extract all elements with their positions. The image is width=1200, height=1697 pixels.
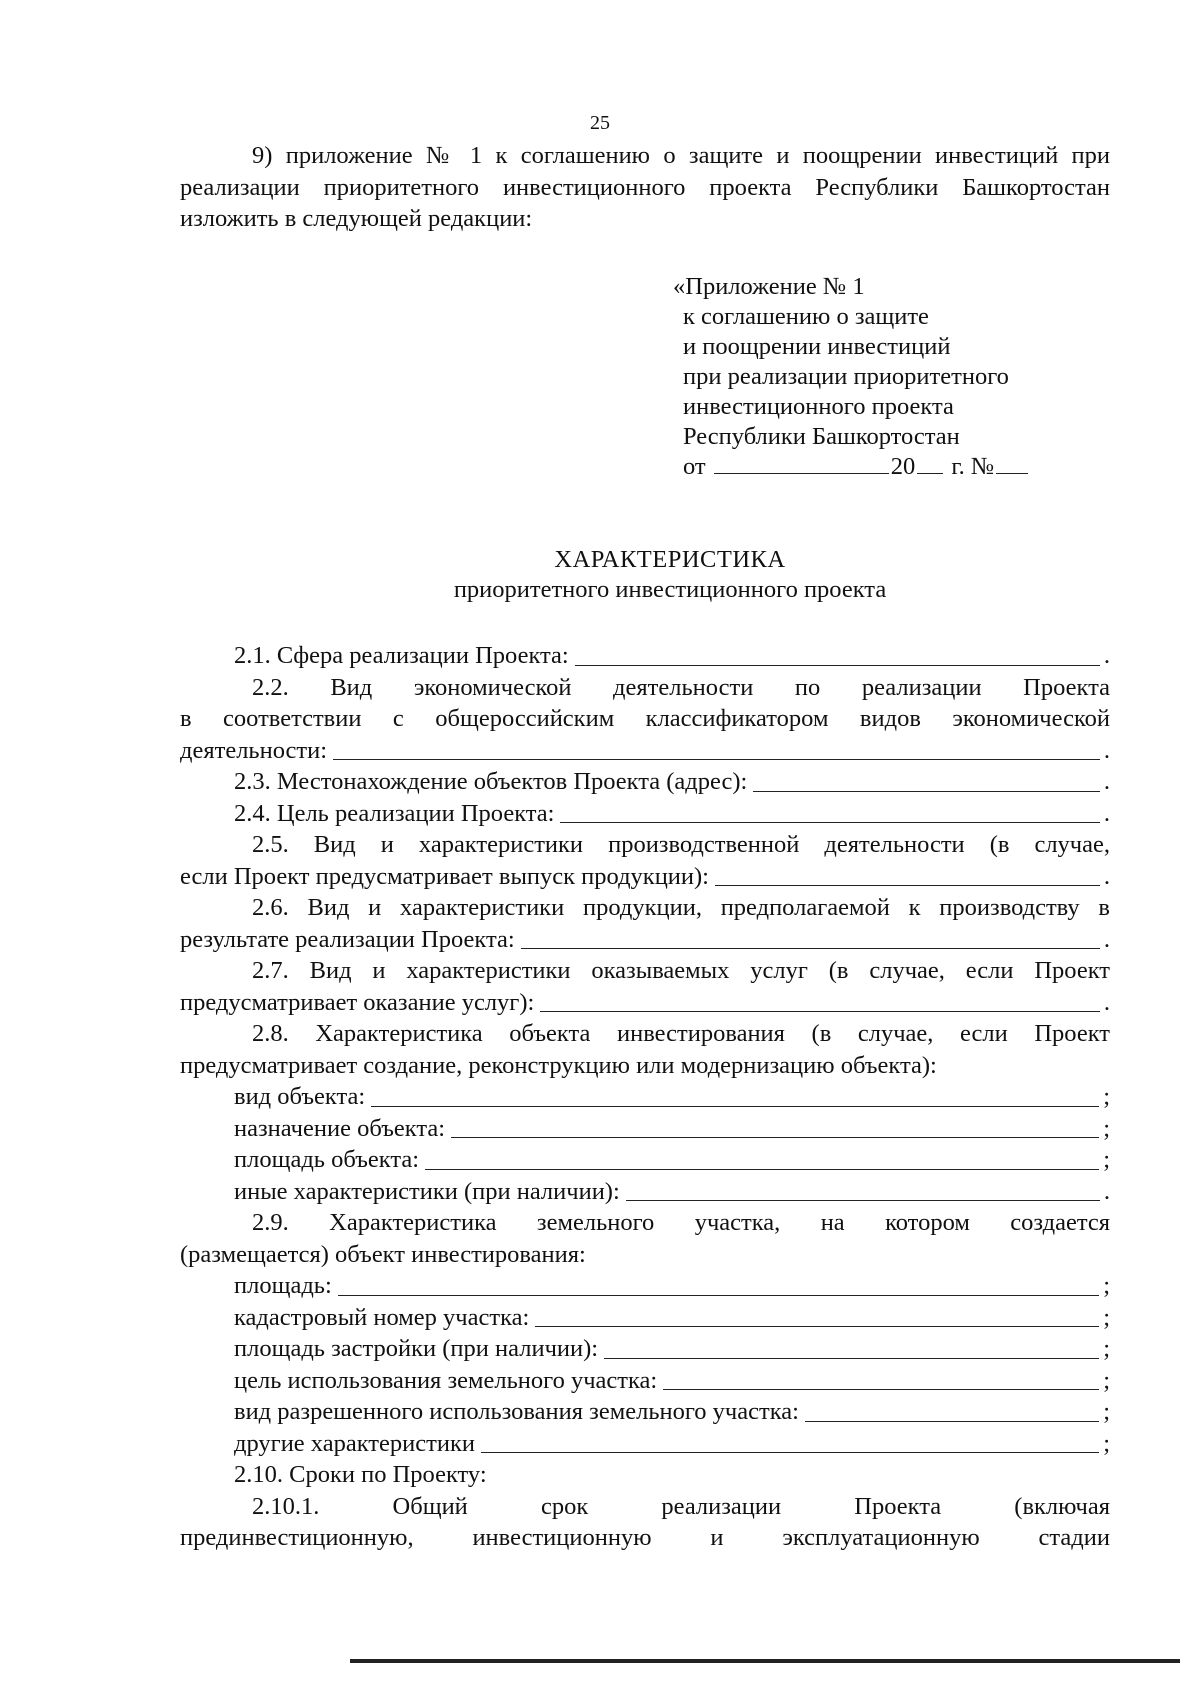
blank-line[interactable] — [535, 1326, 1099, 1327]
heading-subtitle: приоритетного инвестиционного проекта — [453, 576, 887, 603]
heading-title: ХАРАКТЕРИСТИКА — [554, 546, 786, 573]
field-2-9-line: 2.9. Характеристика земельного участка, на котором создается — [252, 1209, 1110, 1236]
blank-line[interactable] — [604, 1358, 1099, 1359]
field-2-8-c: площадь объекта: ; — [234, 1146, 1110, 1173]
intro-paragraph — [180, 140, 1110, 235]
field-2-8-d: иные характеристики (при наличии): . — [234, 1177, 1110, 1205]
number-blank[interactable] — [996, 473, 1028, 474]
blank-line[interactable] — [371, 1106, 1099, 1107]
field-2-3: 2.3. Местонахождение объектов Проекта (адрес): . — [234, 768, 1110, 795]
blank-line[interactable] — [521, 948, 1100, 949]
field-2-9-a: площадь: ; — [234, 1272, 1110, 1299]
blank-line[interactable] — [575, 665, 1100, 666]
footer-rule — [350, 1659, 1180, 1663]
appendix-block — [673, 272, 1030, 482]
intro-text: 9) приложение № 1 к соглашению о защите и поощрении инвестиций при реализации приоритетного инвестиционного проекта Республики Башкортостан изложить в следующей редакции: — [180, 142, 1110, 232]
field-2-2: деятельности: . — [180, 736, 1110, 764]
blank-line[interactable] — [626, 1200, 1100, 1201]
appendix-line: инвестиционного проекта — [683, 393, 954, 420]
field-2-9-c: площадь застройки (при наличии): ; — [234, 1335, 1110, 1362]
field-2-2-line: в соответствии с общероссийским классификатором видов экономической — [180, 705, 1110, 732]
date-blank[interactable] — [714, 473, 889, 474]
field-2-7-line: 2.7. Вид и характеристики оказываемых услуг (в случае, если Проект — [252, 957, 1110, 984]
blank-line[interactable] — [753, 791, 1100, 792]
year-blank[interactable] — [917, 473, 943, 474]
field-2-8-b: назначение объекта: ; — [234, 1114, 1110, 1142]
field-2-9-f: другие характеристики ; — [234, 1429, 1110, 1457]
field-2-9-d: цель использования земельного участка: ; — [234, 1366, 1110, 1394]
field-2-1: 2.1. Сфера реализации Проекта: . — [234, 642, 1110, 669]
blank-line[interactable] — [481, 1452, 1099, 1453]
field-2-4: 2.4. Цель реализации Проекта: . — [234, 799, 1110, 827]
blank-line[interactable] — [540, 1011, 1100, 1012]
field-2-5: если Проект предусматривает выпуск продукции): . — [180, 862, 1110, 890]
field-2-10-1-line: 2.10.1. Общий срок реализации Проекта (включая — [252, 1492, 1110, 1520]
date-prefix: от — [683, 453, 706, 480]
field-2-9-b: кадастровый номер участка: ; — [234, 1303, 1110, 1331]
field-2-5-line: 2.5. Вид и характеристики производственной деятельности (в случае, — [252, 831, 1110, 858]
date-year: 20 — [890, 453, 916, 480]
appendix-line: к соглашению о защите — [683, 303, 929, 330]
blank-line[interactable] — [663, 1389, 1099, 1390]
blank-line[interactable] — [805, 1421, 1099, 1422]
field-2-6: результате реализации Проекта: . — [180, 925, 1110, 953]
appendix-date-line — [683, 452, 1030, 482]
fields-section — [180, 640, 1110, 1554]
date-suffix: г. № — [951, 453, 995, 480]
blank-line[interactable] — [560, 822, 1099, 823]
blank-line[interactable] — [715, 885, 1100, 886]
field-2-9-e: вид разрешенного использования земельного участка: ; — [234, 1398, 1110, 1425]
field-2-8-a: вид объекта: ; — [234, 1083, 1110, 1110]
field-2-6-line: 2.6. Вид и характеристики продукции, предполагаемой к производству в — [252, 894, 1110, 921]
appendix-title: «Приложение № 1 — [673, 273, 865, 300]
blank-line[interactable] — [333, 759, 1100, 760]
field-2-8-line: 2.8. Характеристика объекта инвестирования (в случае, если Проект — [252, 1020, 1110, 1047]
blank-line[interactable] — [451, 1137, 1099, 1138]
section-heading — [0, 545, 1200, 605]
appendix-line: Республики Башкортостан — [683, 423, 960, 450]
blank-line[interactable] — [425, 1169, 1099, 1170]
appendix-line: и поощрении инвестиций — [683, 333, 951, 360]
field-2-10-1-line: прединвестиционную, инвестиционную и эксплуатационную стадии — [180, 1524, 1110, 1551]
field-2-2-line: 2.2. Вид экономической деятельности по реализации Проекта — [252, 673, 1110, 701]
field-2-8-line: предусматривает создание, реконструкцию или модернизацию объекта): — [180, 1051, 937, 1079]
blank-line[interactable] — [338, 1295, 1099, 1296]
field-2-7: предусматривает оказание услуг): . — [180, 988, 1110, 1016]
field-2-10: 2.10. Сроки по Проекту: — [234, 1461, 487, 1488]
field-2-9-line: (размещается) объект инвестирования: — [180, 1240, 586, 1268]
appendix-line: при реализации приоритетного — [683, 363, 1009, 390]
page-number: 25 — [590, 112, 610, 134]
